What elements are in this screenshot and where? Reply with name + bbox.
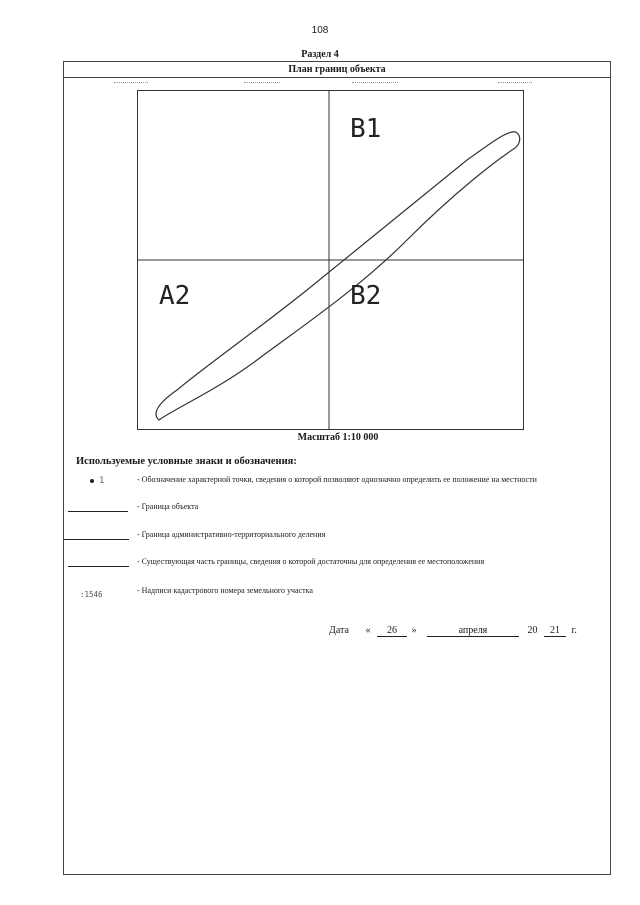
- date-month: апреля: [427, 625, 519, 637]
- legend-text: - Граница объекта: [137, 502, 199, 511]
- header-dotted-line: [498, 82, 532, 83]
- date-year: 21: [544, 625, 566, 637]
- existing-boundary-line-symbol: [68, 566, 129, 567]
- legend-text: - Обозначение характерной точки, сведения о которой позволяют однозначно определить ее положение на местности: [137, 475, 537, 484]
- boundary-line-symbol: [68, 511, 128, 512]
- date-close-quote: »: [411, 625, 417, 636]
- quadrant-label-b2: B2: [350, 281, 382, 311]
- legend-text: - Надписи кадастрового номера земельного участка: [137, 586, 313, 595]
- section-title: Раздел 4: [301, 49, 339, 60]
- date-suffix: г.: [571, 625, 577, 636]
- date-row: [329, 625, 577, 637]
- plan-title: План границ объекта: [64, 62, 610, 78]
- legend-text: - Существующая часть границы, сведения о которой достаточны для определения ее местоположения: [137, 557, 485, 566]
- point-marker-icon: [90, 479, 94, 483]
- header-dotted-line: [114, 82, 148, 83]
- boundary-plan-map: [137, 90, 525, 431]
- date-day: 26: [377, 625, 407, 637]
- legend-heading: Используемые условные знаки и обозначения:: [76, 456, 297, 467]
- cadastral-number-symbol: :1546: [80, 590, 103, 599]
- document-frame: [63, 61, 611, 875]
- page-number: 108: [311, 25, 329, 36]
- quadrant-label-a2: A2: [159, 281, 191, 311]
- legend-text: - Граница административно-территориального деления: [137, 530, 326, 539]
- header-dotted-line: [352, 82, 398, 83]
- date-label: Дата: [329, 625, 349, 636]
- quadrant-label-b1: B1: [350, 114, 382, 144]
- characteristic-point-symbol: 1: [90, 476, 104, 486]
- header-dotted-line: [244, 82, 280, 83]
- date-open-quote: «: [365, 625, 371, 636]
- date-century: 20: [527, 625, 538, 636]
- map-scale: Масштаб 1:10 000: [297, 432, 379, 443]
- admin-boundary-line-symbol: [64, 539, 129, 540]
